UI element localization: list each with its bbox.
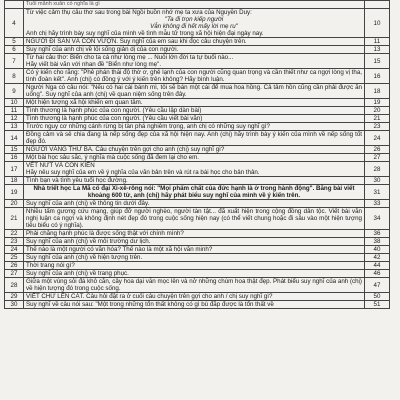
row-title <box>24 154 365 162</box>
table-of-contents-page <box>4 0 390 400</box>
row-title <box>24 1 365 9</box>
table-row <box>5 185 390 200</box>
page-number <box>365 1 390 9</box>
table-row <box>5 270 390 278</box>
table-row <box>5 99 390 107</box>
page-number: 31 <box>365 185 390 200</box>
row-number: 6 <box>5 46 24 54</box>
row-number: 23 <box>5 238 24 246</box>
title-line: Một bài học sâu sắc, ý nghĩa mà cuộc sống đã đem lại cho em. <box>26 154 199 161</box>
row-number: 27 <box>5 270 24 278</box>
page-number: 26 <box>365 146 390 154</box>
title-line: Trước nguy cơ những cánh rừng bị tàn phá nghiêm trọng, anh chị có những suy nghĩ gì? <box>26 123 270 130</box>
row-title <box>24 9 365 38</box>
row-number: 28 <box>5 278 24 293</box>
page-number: 18 <box>365 84 390 99</box>
table-row <box>5 200 390 208</box>
page-number: 16 <box>365 69 390 84</box>
title-line: Có ý kiến cho rằng: "Phê phán thái độ thờ ơ, ghẻ lạnh của con người cũng quan trọng và cần thiết như ca ngợi lòng vị tha, tình đoàn kết". Anh (chị) có đồng ý với ý kiến trên không? Hãy bình luận. <box>26 69 362 83</box>
row-number: 10 <box>5 99 24 107</box>
table-row <box>5 162 390 177</box>
table-row <box>5 146 390 154</box>
table-row <box>5 9 390 38</box>
row-title <box>24 270 365 278</box>
title-line: Phải chăng hạnh phúc là được sống thật với chính mình? <box>26 230 184 237</box>
title-line: Từ hai câu thơ: Biển cho ta cá như lòng mẹ ... Nuôi lớn đời ta tự buổi nào... <box>26 54 234 61</box>
table-row <box>5 69 390 84</box>
page-number: 33 <box>365 200 390 208</box>
row-title <box>24 230 365 238</box>
row-number: 25 <box>5 254 24 262</box>
page-number: 15 <box>365 54 390 69</box>
title-line: Hãy nêu suy nghĩ của em về ý nghĩa của văn bản trên và rút ra bài học cho bản thân. <box>26 169 260 176</box>
row-title <box>24 54 365 69</box>
row-title <box>24 185 365 200</box>
row-title <box>24 46 365 54</box>
title-line: Một hiện tượng xã hội khiến em quan tâm. <box>26 99 143 106</box>
row-number: 20 <box>5 200 24 208</box>
title-line: Suy nghĩ về câu nói sau: "Một trong những tổn thất không có gì bù đắp được là tổn thất về <box>26 301 274 308</box>
table-row <box>5 238 390 246</box>
title-line: Suy nghĩ của anh (chị) về trang phục. <box>26 270 129 277</box>
row-title <box>24 177 365 185</box>
table-row <box>5 254 390 262</box>
page-number: 40 <box>365 246 390 254</box>
row-number: 5 <box>5 38 24 46</box>
table-row <box>5 208 390 230</box>
title-line: Suy nghĩ của anh (chị) về hiện tượng trên. <box>26 254 143 261</box>
title-line: Tình thương là hạnh phúc của con người. (Yêu cầu viết bài văn) <box>26 115 203 122</box>
title-line: Giữa một vùng sỏi đá khô cằn, cây hoa dại vẫn mọc lên và nở những chùm hoa thật đẹp. Phát biểu suy nghĩ của anh (chị) về hiện tượng đó trong cuộc sống. <box>26 278 362 292</box>
row-title <box>24 208 365 230</box>
title-line: Tình bạn và tình yêu tuổi học đường. <box>26 177 128 184</box>
title-line: NGƯỜI ĐI SĂN VÀ CON VƯỢN. Suy nghĩ của em sau khi đọc câu chuyện trên. <box>26 38 247 45</box>
table-row <box>5 154 390 162</box>
row-number: 15 <box>5 146 24 154</box>
title-line: Suy nghĩ của anh (chị) về thông tin dưới đây. <box>26 200 150 207</box>
table-row <box>5 131 390 146</box>
row-number: 14 <box>5 131 24 146</box>
contents-table <box>4 0 390 309</box>
table-row <box>5 301 390 309</box>
row-number: 8 <box>5 69 24 84</box>
row-title <box>24 301 365 309</box>
title-line: VIẾT CHỮ LÊN CÁT. Câu hỏi đặt ra ở cuối câu chuyện trên gợi cho anh / chị suy nghĩ gì? <box>26 293 273 300</box>
row-title <box>24 238 365 246</box>
row-title <box>24 69 365 84</box>
title-line: Tình thương là hạnh phúc của con người. (Yêu cầu lập dàn bài) <box>26 107 202 114</box>
page-number: 20 <box>365 107 390 115</box>
row-title <box>24 107 365 115</box>
row-title <box>24 162 365 177</box>
row-number <box>5 1 24 9</box>
row-title <box>24 115 365 123</box>
title-line: Từ việc cảm thụ câu thơ sau trong bài Ngồi buồn nhớ mẹ ta xưa của Nguyễn Duy: <box>26 9 252 16</box>
row-title <box>24 262 365 270</box>
table-row <box>5 46 390 54</box>
page-number: 10 <box>365 9 390 38</box>
title-line: Nhà triết học La Mã cổ đại Xi-xê-rông nói: "Mọi phẩm chất của đức hạnh là ở trong hành động". Bằng bài viết khoảng 600 từ, anh (chị) hãy phát biểu suy nghĩ của mình về ý kiến trên. <box>33 185 355 199</box>
page-number: 28 <box>365 162 390 177</box>
row-title <box>24 38 365 46</box>
row-title <box>24 146 365 154</box>
page-number: 42 <box>365 254 390 262</box>
row-title <box>24 123 365 131</box>
table-row <box>5 54 390 69</box>
title-line: Người Nga có câu nói: "Nếu có hai cái bánh mì, tôi sẽ bán một cái để mua hoa hồng. Cả tâm hồn cũng cần phải được ăn uống". Suy nghĩ của anh (chị) về quan niệm sống trên đây. <box>26 84 362 98</box>
page-number: 46 <box>365 270 390 278</box>
table-row <box>5 177 390 185</box>
row-number: 7 <box>5 54 24 69</box>
table-row <box>5 293 390 301</box>
row-number: 4 <box>5 9 24 38</box>
page-number: 51 <box>365 301 390 309</box>
page-number: 23 <box>365 123 390 131</box>
row-number: 9 <box>5 84 24 99</box>
row-number: 26 <box>5 262 24 270</box>
table-row <box>5 38 390 46</box>
page-number: 11 <box>365 38 390 46</box>
table-row <box>5 115 390 123</box>
row-title <box>24 246 365 254</box>
row-number: 19 <box>5 185 24 200</box>
row-number: 13 <box>5 123 24 131</box>
title-line: Vẫn không đi hết mấy lời mẹ ru" <box>150 23 238 30</box>
page-number: 13 <box>365 46 390 54</box>
row-title <box>24 84 365 99</box>
title-line: Thời trang nói gì? <box>26 262 75 269</box>
title-line: Nhiều tấm gương cứu mạng, giúp đỡ người nghèo, người tàn tật... đã xuất hiện trong cộng đồng dân tộc. Viết bài văn nghị luận ca ngợi và không định nét đẹp đó trong cuộc sống hiện nay (có thể viết chung hoặc đi sâu vào một hiện tượng tiêu biểu có ý nghĩa). <box>26 208 362 229</box>
title-line: "Ta đi trọn kiếp người <box>164 16 224 23</box>
table-row <box>5 84 390 99</box>
page-number: 27 <box>365 154 390 162</box>
table-row <box>5 123 390 131</box>
row-number: 29 <box>5 293 24 301</box>
page-number: 24 <box>365 131 390 146</box>
table-row <box>5 262 390 270</box>
title-line: Anh chị hãy trình bày suy nghĩ của mình về tình mẫu tử trong xã hội hiện đại ngày nay. <box>26 30 264 37</box>
title-line: VẾT NỨT VÀ CON KIẾN <box>26 162 95 169</box>
row-number: 22 <box>5 230 24 238</box>
row-number: 24 <box>5 246 24 254</box>
page-number: 36 <box>365 230 390 238</box>
title-line: Thế nào là một người có văn hóa? Thế nào là một xã hội văn minh? <box>26 246 213 253</box>
table-row <box>5 107 390 115</box>
title-line: Suy nghĩ của anh chị về lối sống giản dị của con người. <box>26 46 179 53</box>
page-number: 21 <box>365 115 390 123</box>
row-title <box>24 278 365 293</box>
title-line: Tuổi mãnh xuân có nghĩa là gì <box>26 1 100 7</box>
table-row <box>5 246 390 254</box>
row-title <box>24 254 365 262</box>
row-number: 16 <box>5 154 24 162</box>
row-number: 18 <box>5 177 24 185</box>
page-number: 38 <box>365 238 390 246</box>
page-number: 50 <box>365 293 390 301</box>
table-row <box>5 230 390 238</box>
row-title <box>24 293 365 301</box>
row-number: 17 <box>5 162 24 177</box>
row-number: 11 <box>5 107 24 115</box>
row-title <box>24 200 365 208</box>
row-title <box>24 99 365 107</box>
row-number: 30 <box>5 301 24 309</box>
page-number: 47 <box>365 278 390 293</box>
table-row <box>5 278 390 293</box>
title-line: Đồng cảm và sẻ chia đang là nếp sống đẹp của xã hội hiện nay. Anh (chị) hãy trình bày ý kiến của mình về nếp sống tốt đẹp đó. <box>26 131 362 145</box>
title-line: Suy nghĩ của anh (chị) về môi trường dư lịch. <box>26 238 151 245</box>
page-number: 30 <box>365 177 390 185</box>
row-number: 12 <box>5 115 24 123</box>
page-number: 19 <box>365 99 390 107</box>
page-number: 44 <box>365 262 390 270</box>
table-row <box>5 1 390 9</box>
title-line: NGƯỜI VÀNG THỨ BA. Câu chuyện trên gợi cho anh (chị) suy nghĩ gì? <box>26 146 225 153</box>
row-title <box>24 131 365 146</box>
page-number: 34 <box>365 208 390 230</box>
row-number: 21 <box>5 208 24 230</box>
title-line: Hãy viết bài văn với nhan đề "Biển như lòng mẹ". <box>26 61 162 68</box>
